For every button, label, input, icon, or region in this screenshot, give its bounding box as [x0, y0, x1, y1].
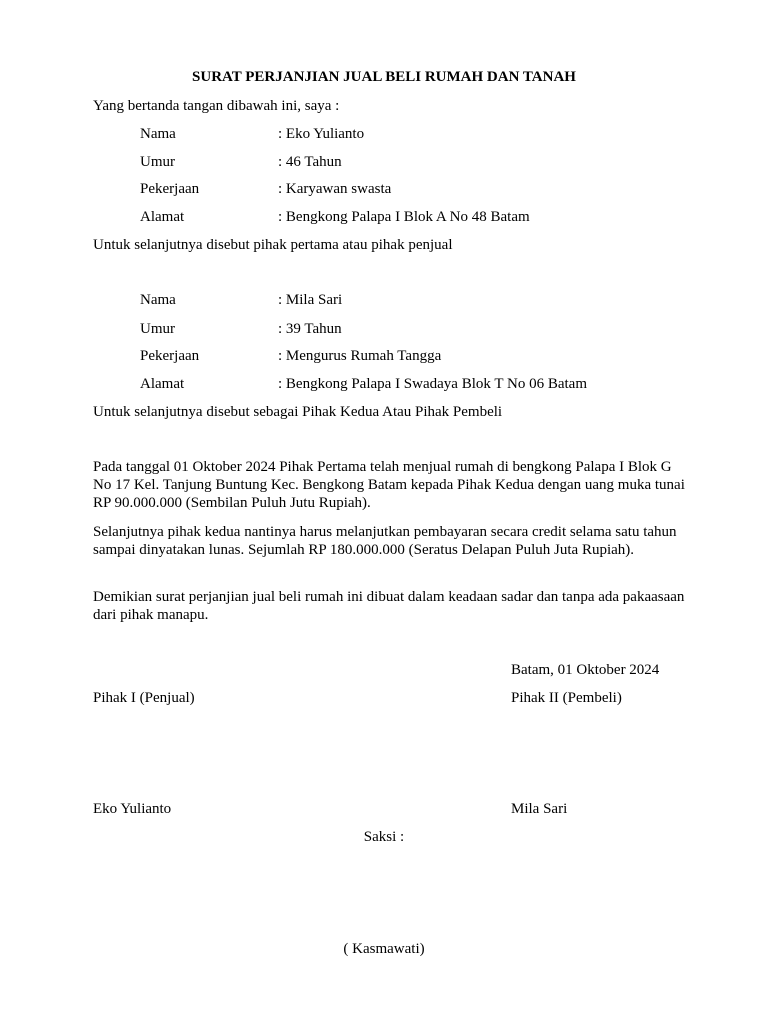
party1-signature-name: Eko Yulianto — [93, 801, 172, 817]
party1-address-value: : Bengkong Palapa I Blok A No 48 Batam — [278, 209, 530, 225]
paragraph-sale: Pada tanggal 01 Oktober 2024 Pihak Pertama telah menjual rumah di bengkong Palapa I Blok G No 17 Kel. Tanjung Buntung Kec. Bengkong Batam kepada Pihak Kedua dengan uang muka tunai RP 90.000.000 (Sembilan Puluh Jutu Rupiah). — [93, 459, 685, 511]
party2-signature-name: Mila Sari — [511, 801, 568, 817]
party1-name-value: : Eko Yulianto — [278, 126, 365, 142]
party1-signature-label: Pihak I (Penjual) — [93, 690, 195, 706]
party2-signature-label: Pihak II (Pembeli) — [511, 690, 622, 706]
document-title: SURAT PERJANJIAN JUAL BELI RUMAH DAN TANAH — [192, 69, 576, 85]
party1-age-value: : 46 Tahun — [278, 154, 342, 170]
party2-name-value: : Mila Sari — [278, 292, 343, 308]
party2-job-value: : Mengurus Rumah Tangga — [278, 348, 442, 364]
witness-label: Saksi : — [363, 829, 405, 845]
witness-name: ( Kasmawati) — [343, 941, 425, 957]
party2-name-label: Nama — [140, 292, 176, 308]
party1-job-label: Pekerjaan — [140, 181, 200, 197]
party1-job-value: : Karyawan swasta — [278, 181, 392, 197]
place-date: Batam, 01 Oktober 2024 — [511, 662, 660, 678]
party2-address-value: : Bengkong Palapa I Swadaya Blok T No 06 Batam — [278, 376, 587, 392]
party2-note: Untuk selanjutnya disebut sebagai Pihak Kedua Atau Pihak Pembeli — [93, 404, 503, 420]
party1-age-label: Umur — [140, 154, 175, 170]
party2-age-value: : 39 Tahun — [278, 321, 342, 337]
party1-name-label: Nama — [140, 126, 176, 142]
party2-address-label: Alamat — [140, 376, 185, 392]
party1-note: Untuk selanjutnya disebut pihak pertama atau pihak penjual — [93, 237, 453, 253]
party2-job-label: Pekerjaan — [140, 348, 200, 364]
party2-age-label: Umur — [140, 321, 175, 337]
intro-text: Yang bertanda tangan dibawah ini, saya : — [93, 98, 340, 114]
paragraph-payment: Selanjutnya pihak kedua nantinya harus melanjutkan pembayaran secara credit selama satu tahun sampai dinyatakan lunas. Sejumlah RP 180.000.000 (Seratus Delapan Puluh Juta Rupiah). — [93, 524, 677, 558]
party1-address-label: Alamat — [140, 209, 185, 225]
paragraph-closing: Demikian surat perjanjian jual beli rumah ini dibuat dalam keadaan sadar dan tanpa ada pakaasaan dari pihak manapu. — [93, 589, 685, 623]
